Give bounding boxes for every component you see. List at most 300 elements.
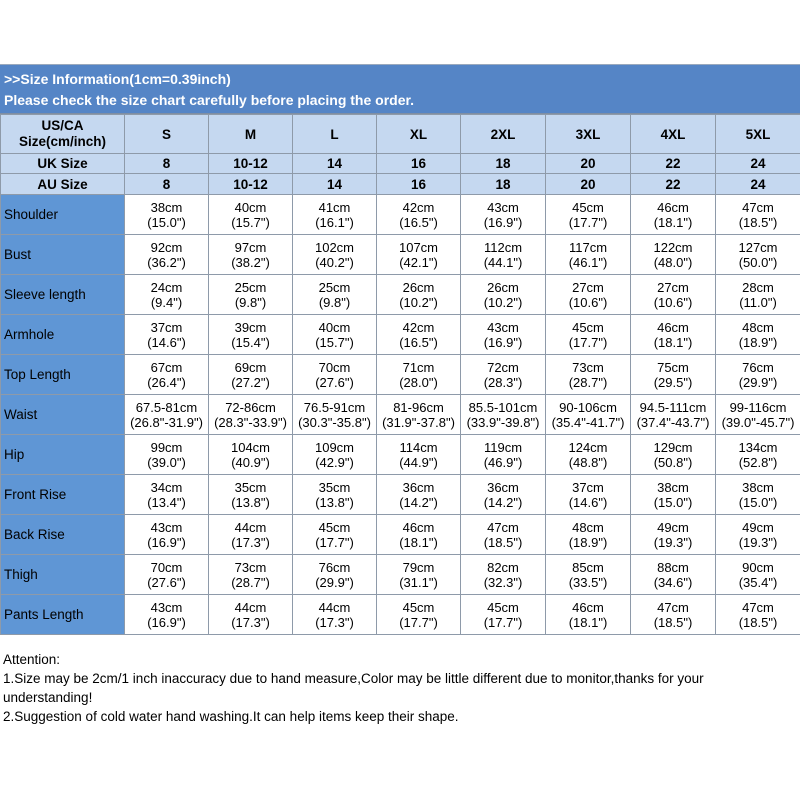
cm-value: 47cm: [487, 519, 519, 535]
measurement-cell: [461, 435, 546, 475]
size-check-reminder: Please check the size chart carefully before placing the order.: [4, 92, 415, 108]
measurement-label: Hip: [1, 435, 125, 475]
cm-value: 119cm: [483, 439, 523, 455]
measurement-cell: [546, 595, 631, 635]
inch-value: (14.6"): [147, 334, 186, 350]
measurement-cell: [209, 275, 293, 315]
cm-value: 40cm: [234, 199, 267, 215]
inch-value: (16.9"): [483, 334, 523, 350]
inch-value: (50.8"): [653, 454, 693, 470]
uk-size-l: 14: [293, 154, 377, 174]
au-size-2xl: 18: [461, 174, 546, 195]
measurement-cell: [125, 195, 209, 235]
inch-value: (9.8"): [234, 294, 267, 310]
cm-value: 43cm: [487, 199, 519, 215]
size-unit-label: Size(cm/inch): [18, 134, 107, 149]
cm-value: 75cm: [657, 359, 689, 375]
measurement-cell: [377, 555, 461, 595]
cm-value: 38cm: [657, 479, 689, 495]
measurement-cell: [716, 475, 800, 515]
measurement-cell: [716, 235, 800, 275]
cm-value: 42cm: [402, 199, 435, 215]
us-ca-size-header: [1, 115, 125, 154]
inch-value: (18.1"): [653, 334, 693, 350]
measurement-cell: [209, 235, 293, 275]
measurement-label: Top Length: [1, 355, 125, 395]
inch-value: (26.4"): [147, 374, 186, 390]
cm-value: 24cm: [150, 279, 183, 295]
cm-value: 79cm: [402, 559, 435, 575]
cm-value: 97cm: [234, 239, 267, 255]
cm-value: 70cm: [318, 359, 351, 375]
size-header-3xl: 3XL: [546, 115, 631, 154]
measurement-cell: [293, 195, 377, 235]
uk-size-label: UK Size: [1, 154, 125, 174]
size-table-body: [1, 115, 800, 635]
measurement-cell: [377, 515, 461, 555]
inch-value: (18.5"): [738, 214, 778, 230]
measurement-cell: [293, 595, 377, 635]
measurement-cell: [461, 275, 546, 315]
us-size-header-row: [1, 115, 800, 154]
uk-size-5xl: 24: [716, 154, 800, 174]
inch-value: (10.2"): [399, 294, 438, 310]
inch-value: (36.2"): [147, 254, 186, 270]
measurement-cell: [716, 275, 800, 315]
inch-value: (17.7"): [483, 614, 523, 630]
cm-value: 90-106cm: [559, 399, 617, 415]
cm-value: 47cm: [742, 599, 774, 615]
measurement-cell: [546, 515, 631, 555]
cm-value: 81-96cm: [393, 399, 444, 415]
inch-value: (15.0"): [147, 214, 186, 230]
cm-value: 107cm: [398, 239, 439, 255]
measurement-cell: [209, 555, 293, 595]
inch-value: (52.8"): [738, 454, 778, 470]
cm-value: 48cm: [572, 519, 604, 535]
inch-value: (19.3"): [653, 534, 693, 550]
inch-value: (9.4"): [150, 294, 183, 310]
inch-value: (15.0"): [653, 494, 693, 510]
cm-value: 46cm: [657, 319, 689, 335]
cm-value: 104cm: [230, 439, 271, 455]
inch-value: (14.6"): [568, 494, 608, 510]
inch-value: (27.2"): [231, 374, 270, 390]
size-header-m: M: [209, 115, 293, 154]
measurement-cell: [631, 595, 716, 635]
cm-value: 45cm: [318, 519, 351, 535]
measurement-cell: [377, 435, 461, 475]
cm-value: 43cm: [487, 319, 519, 335]
measurement-cell: [546, 195, 631, 235]
cm-value: 25cm: [234, 279, 267, 295]
cm-value: 129cm: [653, 439, 693, 455]
measurement-cell: [209, 435, 293, 475]
measurement-cell: [716, 195, 800, 235]
cm-value: 27cm: [657, 279, 689, 295]
cm-value: 122cm: [653, 239, 693, 255]
inch-value: (17.7"): [568, 214, 608, 230]
measurement-cell: [209, 195, 293, 235]
measurement-cell: [546, 475, 631, 515]
cm-value: 26cm: [487, 279, 519, 295]
cm-value: 42cm: [402, 319, 435, 335]
measurement-label: Armhole: [1, 315, 125, 355]
measurement-cell: [716, 595, 800, 635]
inch-value: (29.9"): [738, 374, 778, 390]
measurement-cell: [293, 515, 377, 555]
inch-value: (40.2"): [315, 254, 354, 270]
cm-value: 47cm: [742, 199, 774, 215]
attention-title: Attention:: [3, 652, 61, 667]
measurement-cell: [716, 555, 800, 595]
cm-value: 94.5-111cm: [639, 399, 707, 415]
cm-value: 49cm: [657, 519, 689, 535]
measurement-cell: [461, 235, 546, 275]
measurement-cell: [209, 475, 293, 515]
au-size-5xl: 24: [716, 174, 800, 195]
inch-value: (48.8"): [568, 454, 608, 470]
measurement-cell: [293, 355, 377, 395]
inch-value: (18.5"): [738, 614, 778, 630]
cm-value: 44cm: [234, 519, 267, 535]
measurement-row-thigh: [1, 555, 800, 595]
measurement-cell: [293, 395, 377, 435]
inch-value: (28.0"): [399, 374, 438, 390]
inch-value: (17.3"): [231, 534, 270, 550]
cm-value: 82cm: [487, 559, 519, 575]
measurement-cell: [293, 555, 377, 595]
cm-value: 47cm: [657, 599, 689, 615]
measurement-row-hip: [1, 435, 800, 475]
cm-value: 44cm: [234, 599, 267, 615]
cm-value: 67cm: [150, 359, 183, 375]
cm-value: 37cm: [150, 319, 183, 335]
measurement-label: Front Rise: [1, 475, 125, 515]
cm-value: 76.5-91cm: [303, 399, 366, 415]
measurement-label: Waist: [1, 395, 125, 435]
cm-value: 46cm: [402, 519, 435, 535]
uk-size-4xl: 22: [631, 154, 716, 174]
measurement-cell: [631, 555, 716, 595]
cm-value: 114cm: [399, 439, 438, 455]
inch-value: (28.3"-33.9"): [214, 414, 287, 430]
inch-value: (16.5"): [399, 334, 438, 350]
inch-value: (29.5"): [653, 374, 693, 390]
inch-value: (15.0"): [738, 494, 778, 510]
cm-value: 49cm: [742, 519, 774, 535]
inch-value: (40.9"): [231, 454, 270, 470]
measurement-label: Shoulder: [1, 195, 125, 235]
measurement-cell: [377, 315, 461, 355]
measurement-cell: [125, 515, 209, 555]
uk-size-s: 8: [125, 154, 209, 174]
cm-value: 71cm: [402, 359, 435, 375]
measurement-cell: [631, 475, 716, 515]
inch-value: (28.3"): [483, 374, 523, 390]
measurement-cell: [461, 475, 546, 515]
cm-value: 45cm: [487, 599, 519, 615]
inch-value: (46.1"): [568, 254, 608, 270]
cm-value: 28cm: [742, 279, 774, 295]
measurement-row-top-length: [1, 355, 800, 395]
cm-value: 36cm: [487, 479, 519, 495]
inch-value: (33.5"): [568, 574, 608, 590]
cm-value: 70cm: [150, 559, 183, 575]
cm-value: 85cm: [572, 559, 604, 575]
inch-value: (29.9"): [315, 574, 354, 590]
inch-value: (34.6"): [653, 574, 693, 590]
inch-value: (18.1"): [399, 534, 438, 550]
inch-value: (11.0"): [739, 294, 777, 310]
measurement-cell: [293, 435, 377, 475]
cm-value: 72cm: [487, 359, 519, 375]
uk-size-xl: 16: [377, 154, 461, 174]
measurement-cell: [631, 435, 716, 475]
measurement-cell: [546, 395, 631, 435]
measurement-row-pants-length: [1, 595, 800, 635]
size-header-l: L: [293, 115, 377, 154]
inch-value: (26.8"-31.9"): [130, 414, 203, 430]
measurement-cell: [209, 395, 293, 435]
measurement-cell: [125, 355, 209, 395]
inch-value: (15.7"): [315, 334, 354, 350]
inch-value: (35.4"): [738, 574, 778, 590]
inch-value: (30.3"-35.8"): [298, 414, 371, 430]
au-size-l: 14: [293, 174, 377, 195]
measurement-row-sleeve-length: [1, 275, 800, 315]
attention-note-washing: 2.Suggestion of cold water hand washing.It can help items keep their shape.: [3, 709, 459, 724]
inch-value: (31.1"): [399, 574, 438, 590]
measurement-cell: [293, 275, 377, 315]
measurement-cell: [631, 395, 716, 435]
uk-size-m: 10-12: [209, 154, 293, 174]
measurement-cell: [377, 355, 461, 395]
inch-value: (28.7"): [231, 574, 270, 590]
measurement-label: Pants Length: [1, 595, 125, 635]
cm-value: 35cm: [234, 479, 267, 495]
measurement-cell: [631, 275, 716, 315]
measurement-cell: [293, 475, 377, 515]
au-size-s: 8: [125, 174, 209, 195]
measurement-cell: [546, 555, 631, 595]
cm-value: 102cm: [314, 239, 355, 255]
cm-value: 45cm: [572, 199, 604, 215]
cm-value: 39cm: [234, 319, 267, 335]
cm-value: 88cm: [657, 559, 689, 575]
inch-value: (10.2"): [483, 294, 523, 310]
au-size-row: [1, 174, 800, 195]
measurement-cell: [461, 315, 546, 355]
inch-value: (10.6"): [568, 294, 608, 310]
inch-value: (19.3"): [738, 534, 778, 550]
measurement-cell: [716, 395, 800, 435]
measurement-cell: [377, 195, 461, 235]
cm-value: 134cm: [738, 439, 778, 455]
measurement-cell: [546, 315, 631, 355]
inch-value: (35.4"-41.7"): [551, 414, 625, 430]
measurement-cell: [209, 515, 293, 555]
measurement-label: Back Rise: [1, 515, 125, 555]
measurement-cell: [125, 315, 209, 355]
cm-value: 38cm: [150, 199, 183, 215]
cm-value: 99cm: [150, 439, 183, 455]
measurement-cell: [546, 355, 631, 395]
size-header-4xl: 4XL: [631, 115, 716, 154]
inch-value: (13.8"): [231, 494, 270, 510]
cm-value: 26cm: [402, 279, 435, 295]
measurement-cell: [125, 595, 209, 635]
measurement-cell: [209, 315, 293, 355]
inch-value: (18.5"): [483, 534, 523, 550]
size-header-5xl: 5XL: [716, 115, 800, 154]
measurement-cell: [631, 235, 716, 275]
measurement-row-waist: [1, 395, 800, 435]
measurement-cell: [125, 275, 209, 315]
inch-value: (38.2"): [231, 254, 270, 270]
inch-value: (39.0"-45.7"): [721, 414, 795, 430]
measurement-row-front-rise: [1, 475, 800, 515]
inch-value: (27.6"): [147, 574, 186, 590]
au-size-xl: 16: [377, 174, 461, 195]
inch-value: (42.1"): [399, 254, 438, 270]
inch-value: (18.9"): [568, 534, 608, 550]
measurement-cell: [631, 315, 716, 355]
measurement-cell: [631, 515, 716, 555]
measurement-cell: [461, 515, 546, 555]
cm-value: 76cm: [318, 559, 351, 575]
inch-value: (17.3"): [315, 614, 354, 630]
measurement-cell: [716, 355, 800, 395]
inch-value: (33.9"-39.8"): [466, 414, 540, 430]
cm-value: 117cm: [568, 239, 608, 255]
size-info-title: >>Size Information(1cm=0.39inch): [4, 71, 231, 87]
cm-value: 45cm: [402, 599, 435, 615]
measurement-cell: [716, 435, 800, 475]
cm-value: 36cm: [402, 479, 435, 495]
measurement-cell: [461, 555, 546, 595]
measurement-cell: [546, 235, 631, 275]
cm-value: 44cm: [318, 599, 351, 615]
inch-value: (32.3"): [483, 574, 523, 590]
size-table: [0, 114, 800, 635]
measurement-row-bust: [1, 235, 800, 275]
measurement-cell: [631, 195, 716, 235]
measurement-cell: [631, 355, 716, 395]
cm-value: 37cm: [572, 479, 604, 495]
inch-value: (17.3"): [231, 614, 270, 630]
inch-value: (9.8"): [318, 294, 351, 310]
inch-value: (16.9"): [147, 614, 186, 630]
us-ca-label: US/CA: [41, 118, 84, 133]
inch-value: (37.4"-43.7"): [636, 414, 710, 430]
measurement-cell: [546, 435, 631, 475]
inch-value: (16.9"): [483, 214, 523, 230]
size-info-banner: [0, 64, 800, 114]
inch-value: (46.9"): [483, 454, 523, 470]
cm-value: 124cm: [568, 439, 608, 455]
cm-value: 43cm: [150, 519, 183, 535]
size-header-xl: XL: [377, 115, 461, 154]
uk-size-row: [1, 154, 800, 174]
measurement-cell: [377, 475, 461, 515]
inch-value: (18.9"): [738, 334, 778, 350]
inch-value: (15.7"): [231, 214, 270, 230]
inch-value: (44.9"): [399, 454, 438, 470]
cm-value: 46cm: [657, 199, 689, 215]
inch-value: (39.0"): [147, 454, 186, 470]
measurement-row-armhole: [1, 315, 800, 355]
inch-value: (42.9"): [315, 454, 354, 470]
cm-value: 112cm: [483, 239, 523, 255]
measurement-row-back-rise: [1, 515, 800, 555]
inch-value: (16.5"): [399, 214, 438, 230]
measurement-cell: [209, 595, 293, 635]
cm-value: 38cm: [742, 479, 774, 495]
measurement-cell: [125, 475, 209, 515]
cm-value: 45cm: [572, 319, 604, 335]
inch-value: (18.5"): [653, 614, 693, 630]
cm-value: 72-86cm: [225, 399, 276, 415]
inch-value: (17.7"): [568, 334, 608, 350]
inch-value: (44.1"): [483, 254, 523, 270]
inch-value: (15.4"): [231, 334, 270, 350]
inch-value: (14.2"): [483, 494, 523, 510]
au-size-4xl: 22: [631, 174, 716, 195]
cm-value: 73cm: [572, 359, 604, 375]
measurement-cell: [293, 315, 377, 355]
measurement-cell: [377, 275, 461, 315]
cm-value: 34cm: [150, 479, 183, 495]
inch-value: (27.6"): [315, 374, 354, 390]
measurement-cell: [461, 395, 546, 435]
measurement-cell: [377, 395, 461, 435]
inch-value: (31.9"-37.8"): [382, 414, 455, 430]
inch-value: (28.7"): [568, 374, 608, 390]
inch-value: (10.6"): [653, 294, 693, 310]
cm-value: 40cm: [318, 319, 351, 335]
measurement-cell: [546, 275, 631, 315]
measurement-cell: [377, 235, 461, 275]
au-size-label: AU Size: [1, 174, 125, 195]
cm-value: 92cm: [150, 239, 183, 255]
measurement-cell: [125, 395, 209, 435]
cm-value: 25cm: [318, 279, 351, 295]
cm-value: 85.5-101cm: [468, 399, 538, 415]
cm-value: 73cm: [234, 559, 267, 575]
cm-value: 27cm: [572, 279, 604, 295]
inch-value: (17.7"): [399, 614, 438, 630]
inch-value: (48.0"): [653, 254, 693, 270]
measurement-row-shoulder: [1, 195, 800, 235]
measurement-cell: [125, 435, 209, 475]
measurement-cell: [125, 235, 209, 275]
cm-value: 90cm: [742, 559, 774, 575]
measurement-label: Thigh: [1, 555, 125, 595]
measurement-cell: [716, 515, 800, 555]
cm-value: 99-116cm: [729, 399, 787, 415]
attention-notes: [3, 650, 793, 726]
cm-value: 127cm: [738, 239, 778, 255]
inch-value: (13.8"): [315, 494, 354, 510]
inch-value: (16.9"): [147, 534, 186, 550]
measurement-cell: [209, 355, 293, 395]
measurement-cell: [461, 195, 546, 235]
cm-value: 41cm: [318, 199, 351, 215]
measurement-label: Sleeve length: [1, 275, 125, 315]
cm-value: 67.5-81cm: [135, 399, 198, 415]
cm-value: 48cm: [742, 319, 774, 335]
